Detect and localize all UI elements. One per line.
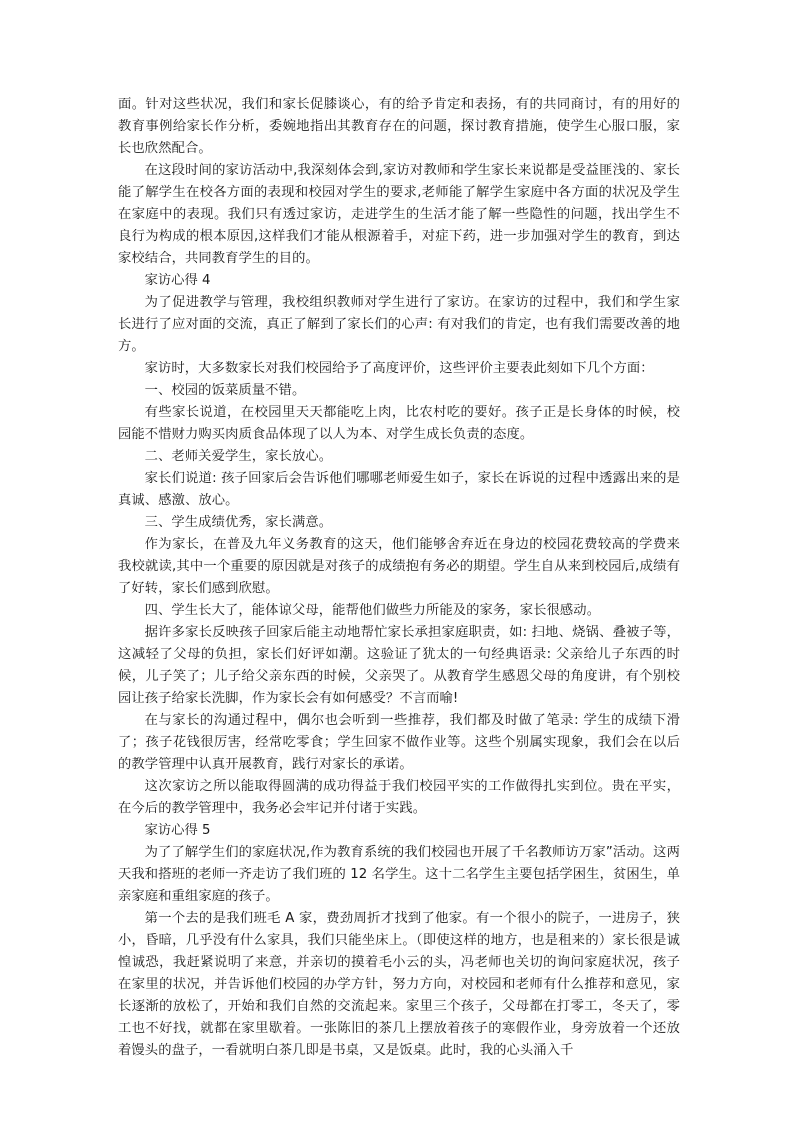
- section-heading: 家访心得 4: [144, 273, 211, 288]
- paragraph: 据许多家长反映孩子回家后能主动地帮忙家长承担家庭职责，如: 扫地、烧锅、叠被子等，这减轻了父母的负担，家长们好评如潮。这验证了犹太的一句经典语录: 父亲给儿子东西的时候，儿子笑了；儿子给父亲东西的时候，父亲哭了。从教育学生感恩父母的角度讲，有个别校园让孩子给家长洗脚，作为家长会有如何感受？不言而喻!: [118, 625, 680, 706]
- paragraph: 作为家长，在普及九年义务教育的这天，他们能够舍弃近在身边的校园花费较高的学费来我校就读,其中一个重要的原因就是对孩子的成绩抱有务必的期望。学生自从来到校园后,成绩有了好转，家长们感到欣慰。: [118, 537, 680, 596]
- section-heading: 家访心得 5: [144, 823, 211, 838]
- paragraph: 为了促进教学与管理，我校组织教师对学生进行了家访。在家访的过程中，我们和学生家长进行了应对面的交流，真正了解到了家长们的心声: 有对我们的肯定，也有我们需要改善的地方。: [118, 295, 680, 354]
- paragraph: 家长们说道: 孩子回家后会告诉他们哪哪老师爱生如子，家长在诉说的过程中透露出来的是真诚、感激、放心。: [118, 471, 680, 508]
- paragraph: 二、老师关爱学生，家长放心。: [144, 449, 333, 464]
- paragraph: 四、学生长大了，能体谅父母，能帮他们做些力所能及的家务，家长很感动。: [144, 603, 601, 618]
- paragraph: 在与家长的沟通过程中，偶尔也会听到一些推荐，我们都及时做了笔录: 学生的成绩下滑了；孩子花钱很厉害，经常吃零食；学生回家不做作业等。这些个别属实现象，我们会在以后的教学管理中认真开展教育，践行对家长的承诺。: [118, 713, 680, 772]
- paragraph: 第一个去的是我们班毛 A 家，费劲周折才找到了他家。有一个很小的院子，一进房子，狭小，昏暗，几乎没有什么家具，我们只能坐床上。（即使这样的地方，也是租来的）家长很是诚惶诚恐，我赶紧说明了来意，并亲切的摸着毛小云的头，冯老师也关切的询问家庭状况，孩子在家里的状况，并告诉他们校园的办学方针，努力方向，对校园和老师有什么推荐和意见，家长逐渐的放松了，开始和我们自然的交流起来。家里三个孩子，父母都在打零工，冬天了，零工也不好找，就都在家里歇着。一张陈旧的茶几上摆放着孩子的寒假作业，身旁放着一个还放着馒头的盘子，一看就明白茶几即是书桌，又是饭桌。此时，我的心头涌入千: [118, 911, 680, 1058]
- paragraph: 面。针对这些状况，我们和家长促膝谈心，有的给予肯定和表扬，有的共同商讨，有的用好的教育事例给家长作分析，委婉地指出其教育存在的问题，探讨教育措施，使学生心服口服，家长也欣然配合。: [118, 97, 680, 156]
- paragraph: 在这段时间的家访活动中,我深刻体会到,家访对教师和学生家长来说都是受益匪浅的、家长能了解学生在校各方面的表现和校园对学生的要求,老师能了解学生家庭中各方面的状况及学生在家庭中的表现。我们只有透过家访，走进学生的生活才能了解一些隐性的问题，找出学生不良行为构成的根本原因,这样我们才能从根源着手，对症下药，进一步加强对学生的教育，到达家校结合，共同教育学生的目的。: [118, 163, 680, 266]
- paragraph: 为了了解学生们的家庭状况,作为教育系统的我们校园也开展了千名教师访万家”活动。这两天我和搭班的老师一齐走访了我们班的 12 名学生。这十二名学生主要包括学困生，贫困生，单亲家庭和重组家庭的孩子。: [118, 845, 680, 904]
- paragraph: 这次家访之所以能取得圆满的成功得益于我们校园平实的工作做得扎实到位。贵在平实，在今后的教学管理中，我务必会牢记并付诸于实践。: [118, 779, 680, 816]
- paragraph: 一、校园的饭菜质量不错。: [144, 383, 306, 398]
- paragraph: 有些家长说道，在校园里天天都能吃上肉，比农村吃的要好。孩子正是长身体的时候，校园能不惜财力购买肉质食品体现了以人为本、对学生成长负责的态度。: [118, 405, 680, 442]
- paragraph: 家访时，大多数家长对我们校园给予了高度评价，这些评价主要表此刻如下几个方面：: [144, 361, 654, 376]
- document-body: [118, 94, 680, 1062]
- paragraph: 三、学生成绩优秀，家长满意。: [144, 515, 333, 530]
